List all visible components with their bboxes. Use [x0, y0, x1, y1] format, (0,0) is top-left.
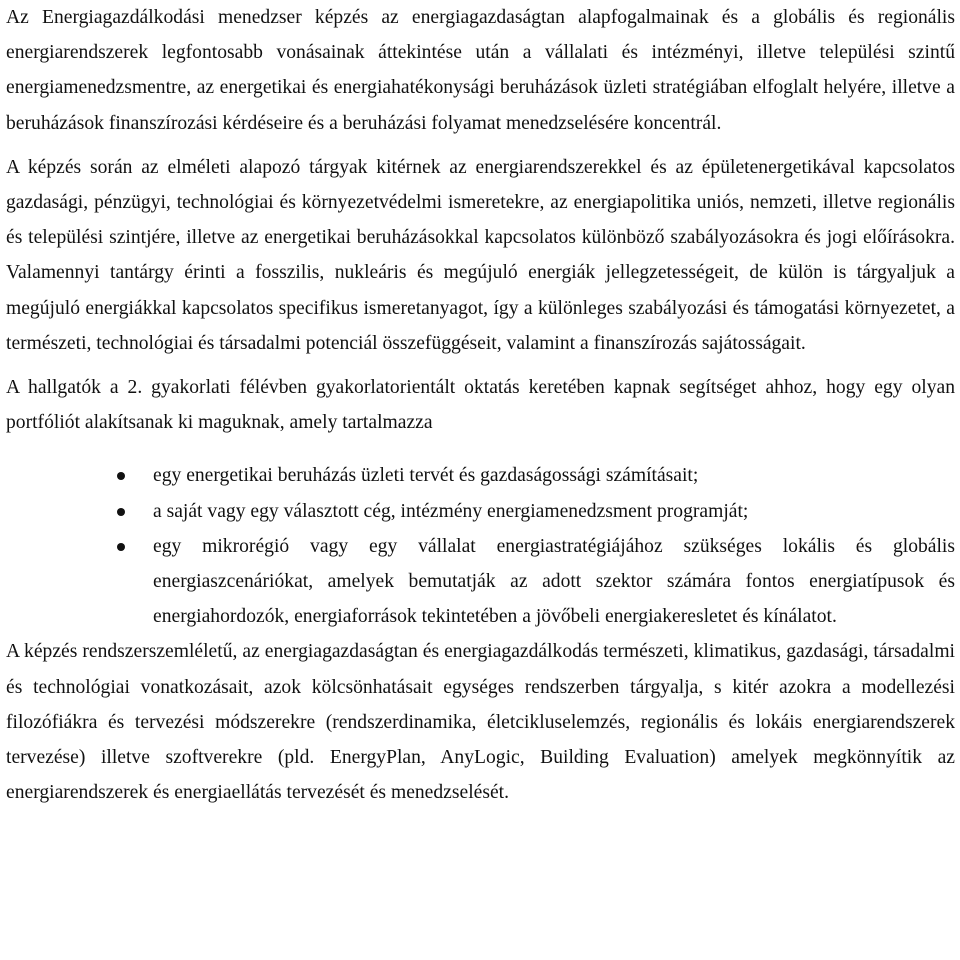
portfolio-list: [6, 458, 955, 634]
paragraph-approach: A képzés rendszerszemléletű, az energiagazdaságtan és energiagazdálkodás természeti, klimatikus, gazdasági, társadalmi és technológiai vonatkozásait, azok kölcsönhatásait egységes rendszerben tárgyalja, s kitér azokra a modellezési filozófiákra és tervezési módszerekre (rendszerdinamika, életcikluselemzés, regionális és lokáis energiarendszerek tervezése) illetve szoftverekre (pld. EnergyPlan, AnyLogic, Building Evaluation) amelyek megkönnyítik az energiarendszerek és energiaellátás tervezését és menedzselését.: [6, 641, 955, 804]
paragraph-portfolio: A hallgatók a 2. gyakorlati félévben gyakorlatorientált oktatás keretében kapnak segítséget ahhoz, hogy egy olyan portfóliót alakítsanak ki maguknak, amely tartalmazza: [6, 377, 955, 434]
paragraph-gap: [6, 361, 955, 370]
list-item: [6, 529, 955, 635]
document-page: [6, 0, 955, 810]
list-item-text: egy energetikai beruházás üzleti tervét és gazdaságossági számításait;: [153, 465, 699, 487]
paragraph-intro: Az Energiagazdálkodási menedzser képzés az energiagazdaságtan alapfogalmainak és a globális és regionális energiarendszerek legfontosabb vonásainak áttekintése után a vállalati és intézményi, illetve települési szintű energiamenedzsmentre, az energetikai és energiahatékonysági beruházások üzleti stratégiában elfoglalt helyére, illetve a beruházások finanszírozási kérdéseire és a beruházási folyamat menedzselésére koncentrál.: [6, 7, 955, 134]
list-item: [6, 494, 955, 529]
list-item: [6, 458, 955, 493]
list-gap: [6, 440, 955, 458]
bullet-icon: [117, 508, 125, 516]
list-item-text: a saját vagy egy választott cég, intézmény energiamenedzsment programját;: [153, 500, 749, 522]
paragraph-curriculum: A képzés során az elméleti alapozó tárgyak kitérnek az energiarendszerekkel és az épületenergetikával kapcsolatos gazdasági, pénzügyi, technológiai és környezetvédelmi ismeretekre, az energiapolitika uniós, nemzeti, illetve regionális és települési szintjére, illetve az energetikai beruházásokkal kapcsolatos különböző szabályozásokra és jogi előírásokra. Valamennyi tantárgy érinti a fosszilis, nukleáris és megújuló energiák jellegzetességeit, de külön is tárgyaljuk a megújuló energiákkal kapcsolatos specifikus ismeretanyagot, így a különleges szabályozási és támogatási környezetet, a természeti, technológiai és társadalmi potenciál összefüggéseit, valamint a finanszírozás sajátosságait.: [6, 156, 955, 354]
bullet-icon: [117, 472, 125, 480]
paragraph-gap: [6, 141, 955, 150]
list-item-text: egy mikrorégió vagy egy vállalat energiastratégiájához szükséges lokális és globális energiaszcenáriókat, amelyek bemutatják az adott szektor számára fontos energiatípusok és energiahordozók, energiaforrások tekintetében a jövőbeli energiakeresletet és kínálatot.: [153, 535, 955, 628]
bullet-icon: [117, 543, 125, 551]
